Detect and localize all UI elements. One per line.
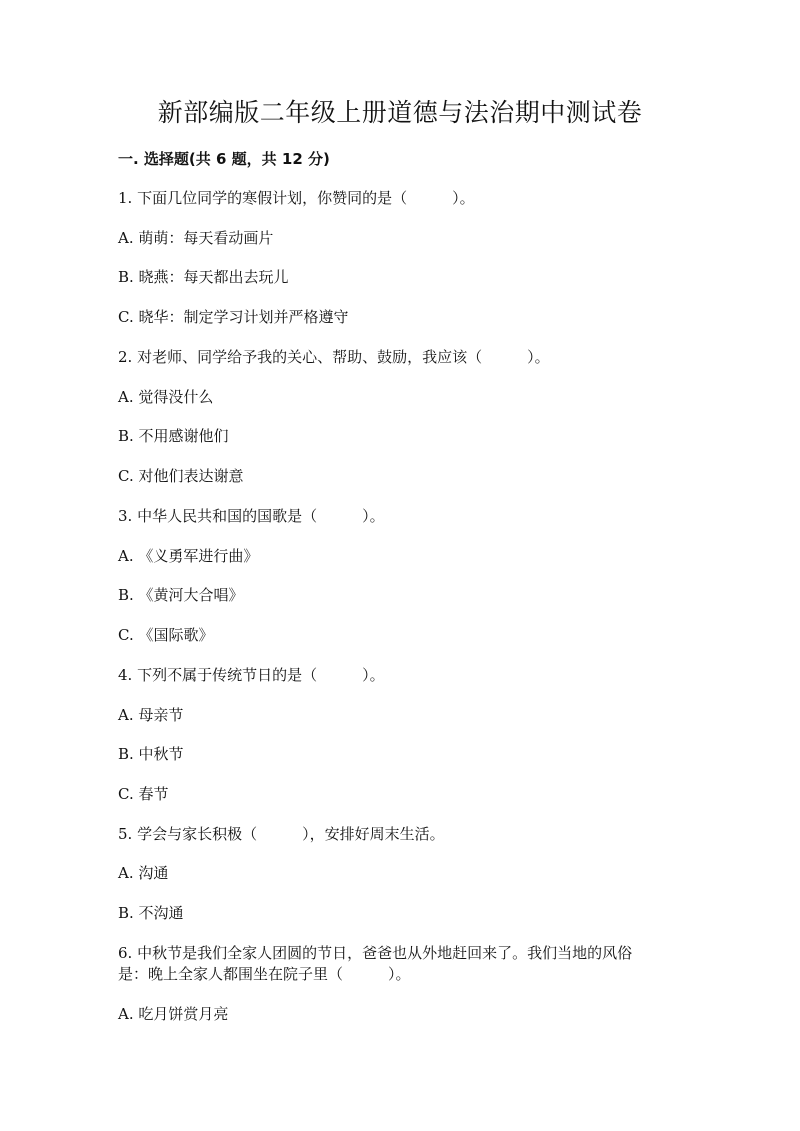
question-2-option-c[interactable]: C. 对他们表达谢意 xyxy=(118,467,244,485)
question-3-option-b[interactable]: B. 《黄河大合唱》 xyxy=(118,586,244,604)
page-title: 新部编版二年级上册道德与法治期中测试卷 xyxy=(157,98,643,127)
section-heading: 一. 选择题(共 6 题，共 12 分) xyxy=(118,150,330,168)
question-1-stem: 1. 下面几位同学的寒假计划，你赞同的是（ ）。 xyxy=(118,189,475,207)
question-2-option-a[interactable]: A. 觉得没什么 xyxy=(118,388,214,406)
question-6-option-a[interactable]: A. 吃月饼赏月亮 xyxy=(118,1005,229,1023)
question-1-option-a[interactable]: A. 萌萌：每天看动画片 xyxy=(118,229,274,247)
question-3-option-c[interactable]: C. 《国际歌》 xyxy=(118,626,214,644)
question-2-option-b[interactable]: B. 不用感谢他们 xyxy=(118,427,229,445)
question-3-stem: 3. 中华人民共和国的国歌是（ ）。 xyxy=(118,507,385,525)
question-1-option-c[interactable]: C. 晓华：制定学习计划并严格遵守 xyxy=(118,308,349,326)
question-3-option-a[interactable]: A. 《义勇军进行曲》 xyxy=(118,547,259,565)
question-4-option-a[interactable]: A. 母亲节 xyxy=(118,706,184,724)
question-6-stem-line-1: 6. 中秋节是我们全家人团圆的节日，爸爸也从外地赶回来了。我们当地的风俗 xyxy=(118,944,633,962)
question-4-stem: 4. 下列不属于传统节日的是（ ）。 xyxy=(118,666,385,684)
question-4-option-c[interactable]: C. 春节 xyxy=(118,785,169,803)
question-5-stem: 5. 学会与家长积极（ ），安排好周末生活。 xyxy=(118,825,445,843)
question-5-option-b[interactable]: B. 不沟通 xyxy=(118,904,184,922)
question-6-stem-line-2: 是：晚上全家人都围坐在院子里（ ）。 xyxy=(118,965,411,983)
question-2-stem: 2. 对老师、同学给予我的关心、帮助、鼓励，我应该（ ）。 xyxy=(118,348,550,366)
question-1-option-b[interactable]: B. 晓燕：每天都出去玩儿 xyxy=(118,268,289,286)
question-5-option-a[interactable]: A. 沟通 xyxy=(118,864,169,882)
question-4-option-b[interactable]: B. 中秋节 xyxy=(118,745,184,763)
